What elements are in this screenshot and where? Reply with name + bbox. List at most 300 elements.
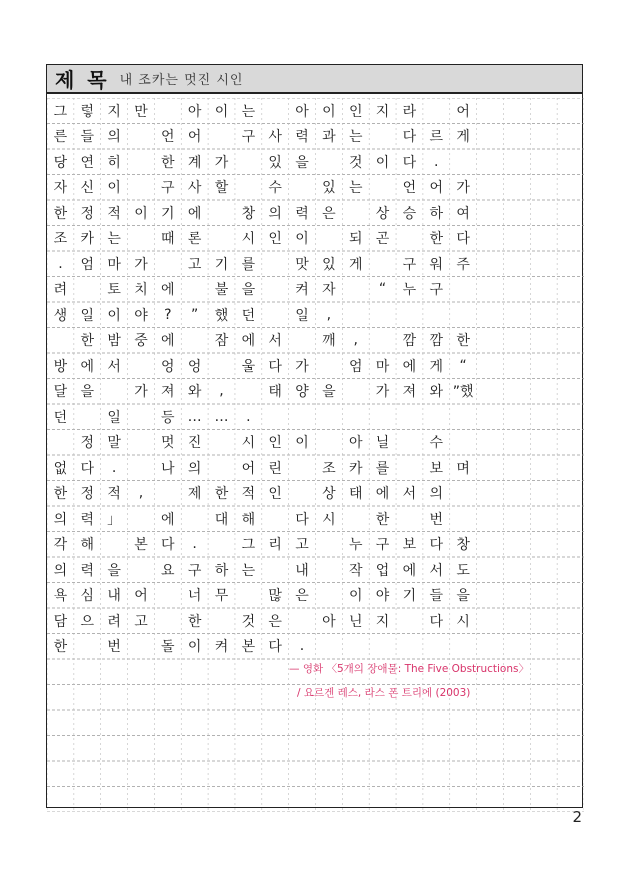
manuscript-cell: 양	[295, 384, 309, 401]
citation-line-1: — 영화 〈5개의 장애물: The Five Obstructions〉	[289, 663, 529, 675]
manuscript-row	[47, 175, 584, 201]
manuscript-cell: 엉	[161, 358, 175, 375]
manuscript-cell: 적	[107, 486, 121, 503]
manuscript-row	[47, 430, 584, 456]
manuscript-cell: 이	[348, 588, 363, 605]
manuscript-cell	[208, 430, 235, 456]
manuscript-cell: 다	[402, 129, 417, 146]
manuscript-cell	[369, 302, 396, 328]
manuscript-cell	[423, 302, 450, 328]
manuscript-cell: .	[299, 638, 305, 655]
manuscript-cell	[262, 557, 289, 583]
manuscript-cell	[181, 328, 208, 354]
manuscript-cell: 지	[107, 103, 121, 120]
manuscript-cell: 라	[402, 103, 417, 120]
manuscript-cell: 에	[402, 358, 417, 375]
manuscript-cell	[128, 506, 155, 532]
manuscript-cell: 서	[402, 486, 417, 503]
manuscript-cell: 이	[322, 103, 336, 120]
manuscript-cell	[342, 277, 369, 303]
manuscript-cell: .	[58, 255, 63, 272]
manuscript-cell: 서	[107, 358, 121, 375]
manuscript-cell	[450, 149, 477, 175]
manuscript-cell: 에	[187, 205, 202, 222]
manuscript-cell: 자	[53, 180, 68, 197]
manuscript-cell	[315, 149, 342, 175]
manuscript-cell	[289, 455, 316, 481]
manuscript-cell: 연	[80, 154, 95, 171]
manuscript-cell: 그	[53, 103, 68, 120]
manuscript-cell: 에	[161, 511, 175, 528]
manuscript-cell: 업	[375, 562, 390, 579]
manuscript-cell: 창	[456, 537, 470, 554]
manuscript-cell: 정	[80, 435, 95, 452]
manuscript-cell	[450, 302, 477, 328]
manuscript-cell	[74, 277, 101, 303]
manuscript-cell: 엄	[80, 256, 95, 273]
manuscript-cell: 맛	[295, 256, 309, 273]
manuscript-cell: 시	[322, 511, 336, 528]
manuscript-cell: 의	[268, 205, 282, 222]
manuscript-cell: 가	[134, 384, 148, 401]
manuscript-cell: 승	[402, 205, 417, 222]
manuscript-cell: 가	[456, 180, 470, 197]
manuscript-cell: 의	[53, 562, 68, 579]
manuscript-cell: 르	[429, 129, 443, 146]
manuscript-cell: 은	[295, 588, 309, 605]
manuscript-cell: 한	[53, 639, 68, 656]
manuscript-cell	[396, 455, 423, 481]
manuscript-cell: 가	[134, 256, 148, 273]
manuscript-cell	[154, 481, 181, 507]
manuscript-cell: 서	[268, 333, 282, 350]
manuscript-cell: 의	[53, 511, 68, 528]
manuscript-cell	[128, 404, 155, 430]
manuscript-cell: 어	[241, 460, 256, 477]
manuscript-cell: 울	[241, 358, 256, 375]
manuscript-cell: 없	[53, 460, 68, 477]
manuscript-cell: 깨	[322, 333, 336, 350]
manuscript-cell: 가	[375, 384, 390, 401]
manuscript-cell: 많	[268, 588, 282, 605]
manuscript-cell: 만	[134, 103, 148, 120]
manuscript-cell	[128, 124, 155, 150]
manuscript-row	[47, 149, 584, 175]
manuscript-cell: 것	[348, 154, 363, 171]
manuscript-cell: 론	[187, 231, 202, 248]
manuscript-cell: 게	[456, 129, 470, 146]
manuscript-cell: 자	[322, 282, 336, 299]
manuscript-cell: 보	[402, 537, 417, 554]
manuscript-cell	[235, 149, 262, 175]
manuscript-cell: .	[192, 536, 197, 553]
manuscript-cell: 본	[134, 537, 148, 554]
manuscript-cell: 게	[348, 256, 363, 273]
manuscript-cell: 마	[375, 358, 390, 375]
manuscript-cell	[396, 430, 423, 456]
manuscript-cell	[47, 328, 74, 354]
manuscript-cell	[262, 98, 289, 124]
manuscript-cell: 닐	[375, 435, 390, 452]
manuscript-cell: 져	[161, 384, 175, 401]
manuscript-cell: 다	[429, 537, 443, 554]
manuscript-cell: 내	[107, 588, 121, 605]
manuscript-cell: 에	[161, 333, 175, 350]
manuscript-cell: 고	[134, 613, 148, 630]
manuscript-cell: 서	[429, 562, 443, 579]
title-text: 내 조카는 멋진 시인	[119, 73, 244, 88]
manuscript-cell	[450, 404, 477, 430]
manuscript-cell: 조	[53, 231, 68, 248]
manuscript-cell	[128, 149, 155, 175]
manuscript-cell: 이	[107, 180, 121, 197]
manuscript-cell: 의	[429, 486, 443, 503]
manuscript-cell: 이	[295, 231, 309, 248]
manuscript-cell	[450, 430, 477, 456]
manuscript-cell: 적	[107, 205, 121, 222]
manuscript-cell	[289, 481, 316, 507]
manuscript-cell: 엉	[187, 358, 202, 375]
manuscript-cell: 의	[187, 460, 202, 477]
manuscript-cell	[369, 328, 396, 354]
manuscript-cell: 는	[348, 180, 363, 197]
manuscript-cell: 한	[375, 511, 390, 528]
manuscript-row	[47, 557, 584, 583]
manuscript-cell: 방	[53, 358, 68, 375]
manuscript-cell: 사	[187, 180, 202, 197]
manuscript-cell: 나	[161, 460, 175, 477]
manuscript-cell: 켜	[214, 639, 229, 656]
manuscript-cell: 려	[107, 613, 121, 630]
manuscript-cell: 기	[214, 256, 229, 273]
manuscript-cell	[154, 98, 181, 124]
page-number: 2	[572, 808, 582, 826]
manuscript-cell: 각	[53, 537, 68, 554]
manuscript-row	[47, 328, 584, 354]
manuscript-cell	[423, 404, 450, 430]
manuscript-cell: 다	[295, 511, 309, 528]
manuscript-row	[47, 455, 584, 481]
manuscript-cell: 력	[80, 511, 95, 528]
manuscript-cell: 밤	[107, 333, 121, 350]
manuscript-cell	[450, 277, 477, 303]
manuscript-cell: 본	[241, 639, 256, 656]
manuscript-cell: 리	[268, 537, 282, 554]
manuscript-cell	[101, 379, 128, 405]
manuscript-cell: 조	[322, 460, 336, 477]
manuscript-cell	[289, 328, 316, 354]
manuscript-cell: 생	[53, 307, 68, 324]
manuscript-cell: 등	[161, 409, 175, 426]
manuscript-cell: 돌	[161, 639, 175, 656]
manuscript-cell	[47, 430, 74, 456]
manuscript-cell: 한	[161, 154, 175, 171]
manuscript-cell	[208, 226, 235, 252]
manuscript-cell: 한	[80, 333, 95, 350]
manuscript-cell: 에	[80, 358, 95, 375]
manuscript-cell	[289, 175, 316, 201]
title-label: 제 목	[55, 68, 110, 92]
manuscript-cell	[128, 634, 155, 660]
manuscript-cell: 일	[107, 409, 121, 426]
manuscript-cell: 한	[456, 333, 470, 350]
manuscript-cell: 어	[187, 129, 202, 146]
manuscript-cell: 여	[456, 205, 470, 222]
manuscript-row	[47, 353, 584, 379]
manuscript-cell: 시	[241, 231, 256, 248]
manuscript-cell: 아	[348, 435, 363, 452]
manuscript-cell: 주	[456, 256, 470, 273]
manuscript-cell: 요	[161, 562, 175, 579]
manuscript-cell: 욕	[53, 588, 68, 605]
manuscript-cell: ”	[191, 306, 199, 323]
manuscript-cell: 언	[402, 180, 417, 197]
manuscript-cell: 력	[295, 129, 309, 146]
manuscript-cell: ,	[326, 306, 332, 323]
manuscript-cell: 다	[429, 613, 443, 630]
manuscript-cell	[74, 634, 101, 660]
manuscript-cell	[154, 251, 181, 277]
manuscript-cell	[450, 481, 477, 507]
manuscript-cell	[208, 353, 235, 379]
manuscript-cell	[342, 404, 369, 430]
manuscript-cell: 린	[268, 460, 282, 477]
manuscript-cell: 깜	[429, 333, 443, 350]
manuscript-cell: 에	[241, 333, 256, 350]
manuscript-cell	[235, 583, 262, 609]
manuscript-cell: 달	[53, 384, 68, 401]
manuscript-cell: 번	[429, 511, 443, 528]
manuscript-cell: .	[434, 153, 439, 170]
manuscript-cell: 중	[134, 333, 148, 350]
manuscript-cell: 어	[429, 180, 443, 197]
manuscript-sheet	[46, 64, 583, 808]
manuscript-cell: 이	[187, 639, 202, 656]
manuscript-cell: 계	[187, 154, 202, 171]
title-bar	[47, 65, 582, 94]
manuscript-cell: 와	[187, 384, 202, 401]
manuscript-cell: 인	[348, 103, 363, 120]
manuscript-cell: 누	[402, 282, 417, 299]
manuscript-cell: 이	[134, 205, 148, 222]
manuscript-cell: 기	[402, 588, 417, 605]
manuscript-cell: 일	[80, 307, 95, 324]
manuscript-cell	[342, 200, 369, 226]
manuscript-cell: 고	[187, 256, 202, 273]
manuscript-cell: 는	[241, 103, 256, 120]
manuscript-cell	[315, 226, 342, 252]
manuscript-cell	[289, 404, 316, 430]
manuscript-cell: ”했	[452, 384, 474, 401]
manuscript-cell: 인	[268, 486, 282, 503]
manuscript-cell: 력	[295, 205, 309, 222]
manuscript-cell: 이	[214, 103, 229, 120]
manuscript-cell: 어	[456, 103, 470, 120]
manuscript-cell: 고	[295, 537, 309, 554]
manuscript-cell: 정	[80, 205, 95, 222]
manuscript-cell	[128, 430, 155, 456]
manuscript-cell	[396, 226, 423, 252]
manuscript-cell: 잠	[214, 333, 229, 350]
manuscript-row	[47, 404, 584, 430]
manuscript-row	[47, 302, 584, 328]
manuscript-cell: 있	[322, 180, 336, 197]
manuscript-cell: 는	[241, 562, 256, 579]
manuscript-cell: 구	[241, 129, 256, 146]
manuscript-cell: 카	[348, 460, 363, 477]
manuscript-cell: 을	[322, 384, 336, 401]
manuscript-cell: 것	[241, 613, 256, 630]
manuscript-cell	[315, 634, 342, 660]
manuscript-cell: 있	[322, 256, 336, 273]
manuscript-cell: 다	[456, 231, 470, 248]
manuscript-cell: 내	[295, 562, 309, 579]
manuscript-row	[47, 608, 584, 634]
manuscript-cell	[396, 506, 423, 532]
manuscript-cell	[315, 353, 342, 379]
manuscript-cell: 은	[322, 205, 336, 222]
manuscript-cell: 진	[187, 435, 202, 452]
manuscript-cell	[208, 455, 235, 481]
manuscript-cell: 켜	[295, 282, 309, 299]
manuscript-cell: 언	[161, 129, 175, 146]
manuscript-cell	[315, 583, 342, 609]
manuscript-cell	[369, 175, 396, 201]
manuscript-cell	[154, 583, 181, 609]
manuscript-cell	[396, 634, 423, 660]
manuscript-cell: …	[187, 408, 202, 425]
manuscript-cell	[235, 175, 262, 201]
manuscript-cell: 렇	[80, 103, 95, 120]
manuscript-cell: 어	[134, 588, 148, 605]
manuscript-cell: 던	[241, 307, 256, 324]
manuscript-cell: 야	[134, 307, 148, 324]
manuscript-cell: 려	[53, 282, 68, 299]
manuscript-cell: 곤	[375, 231, 390, 248]
manuscript-cell: 에	[402, 562, 417, 579]
manuscript-cell	[369, 251, 396, 277]
manuscript-cell: 번	[107, 639, 121, 656]
manuscript-cell: 져	[402, 384, 417, 401]
manuscript-cell: 다	[161, 537, 175, 554]
manuscript-cell: 하	[214, 562, 229, 579]
manuscript-row	[47, 583, 584, 609]
manuscript-cell	[315, 430, 342, 456]
manuscript-cell	[342, 634, 369, 660]
manuscript-cell: 한	[429, 231, 443, 248]
manuscript-cell	[262, 251, 289, 277]
manuscript-cell	[369, 634, 396, 660]
manuscript-cell	[423, 634, 450, 660]
manuscript-row	[47, 277, 584, 303]
manuscript-cell	[181, 277, 208, 303]
manuscript-row	[47, 200, 584, 226]
manuscript-row	[47, 506, 584, 532]
manuscript-cell: 불	[214, 282, 229, 299]
manuscript-cell	[128, 226, 155, 252]
manuscript-cell: 아	[187, 103, 202, 120]
manuscript-cell: .	[111, 459, 117, 476]
manuscript-cell: 을	[107, 562, 121, 579]
manuscript-cell: 당	[53, 154, 68, 171]
manuscript-cell	[423, 98, 450, 124]
manuscript-cell: 태	[348, 486, 363, 503]
manuscript-cell: 를	[241, 256, 256, 273]
manuscript-cell: 을	[295, 154, 309, 171]
manuscript-cell: 가	[295, 358, 309, 375]
manuscript-cell: 게	[429, 358, 443, 375]
manuscript-cell: ?	[164, 306, 172, 323]
manuscript-cell	[342, 302, 369, 328]
manuscript-cell: 구	[187, 562, 202, 579]
manuscript-cell: 심	[80, 588, 95, 605]
manuscript-cell: 을	[80, 384, 95, 401]
manuscript-cell: 말	[107, 435, 121, 452]
manuscript-cell: 마	[107, 256, 121, 273]
manuscript-cell: 시	[456, 613, 470, 630]
manuscript-cell: “	[378, 281, 387, 298]
manuscript-cell: 는	[348, 129, 363, 146]
manuscript-cell: 던	[53, 409, 68, 426]
manuscript-cell: 무	[214, 588, 229, 605]
manuscript-cell: 히	[107, 154, 121, 171]
manuscript-cell: 야	[375, 588, 390, 605]
manuscript-cell	[208, 608, 235, 634]
manuscript-cell: 했	[214, 307, 229, 324]
manuscript-cell: 인	[268, 231, 282, 248]
manuscript-cell	[315, 404, 342, 430]
manuscript-cell: “	[459, 357, 467, 374]
manuscript-cell	[369, 124, 396, 150]
manuscript-cell	[289, 608, 316, 634]
manuscript-cell: 사	[268, 129, 282, 146]
manuscript-cell: 이	[375, 154, 390, 171]
manuscript-cell: 다	[268, 639, 282, 656]
manuscript-cell: 는	[107, 231, 121, 248]
manuscript-cell: ,	[353, 332, 358, 349]
manuscript-cell	[342, 379, 369, 405]
manuscript-cell	[208, 124, 235, 150]
manuscript-cell	[181, 506, 208, 532]
manuscript-cell	[450, 634, 477, 660]
manuscript-cell: 치	[134, 282, 148, 299]
manuscript-cell: 를	[375, 460, 390, 477]
manuscript-cell: 창	[241, 205, 256, 222]
manuscript-cell: 들	[80, 129, 95, 146]
manuscript-row	[47, 98, 584, 124]
manuscript-cell: 가	[214, 154, 229, 171]
manuscript-row	[47, 226, 584, 252]
manuscript-cell: 제	[187, 486, 202, 503]
manuscript-cell: 아	[322, 613, 336, 630]
manuscript-cell: 대	[214, 511, 229, 528]
manuscript-cell	[74, 404, 101, 430]
manuscript-cell	[128, 557, 155, 583]
manuscript-cell: 들	[429, 588, 443, 605]
citation-line-2: / 요르겐 레스, 라스 폰 트리에 (2003)	[297, 687, 471, 699]
manuscript-cell: 다	[268, 358, 282, 375]
manuscript-cell	[128, 175, 155, 201]
manuscript-cell	[154, 608, 181, 634]
manuscript-cell: 지	[375, 613, 390, 630]
manuscript-cell: 해	[241, 511, 256, 528]
manuscript-cell	[396, 302, 423, 328]
manuscript-cell: 신	[80, 180, 95, 197]
manuscript-cell	[396, 608, 423, 634]
manuscript-cell: 을	[241, 282, 256, 299]
manuscript-cell: 다	[402, 154, 417, 171]
manuscript-cell: 은	[268, 613, 282, 630]
